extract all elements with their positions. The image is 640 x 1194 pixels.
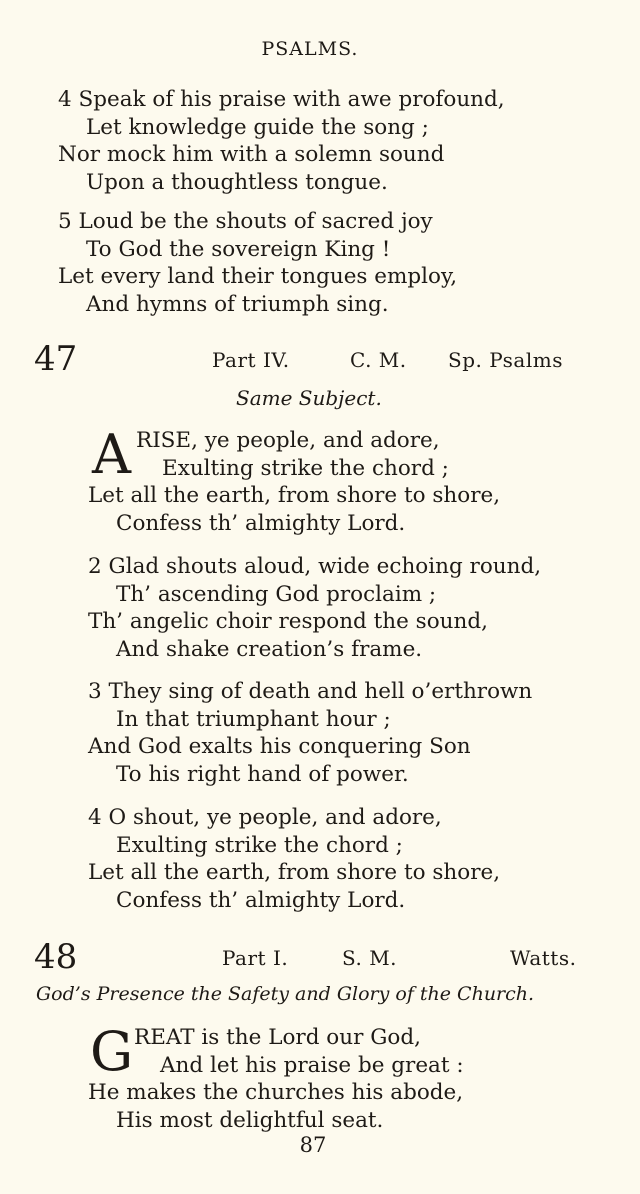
hymn-part: Part IV. <box>212 348 290 372</box>
hymn-number: 47 <box>34 339 78 379</box>
verse-line: To God the sovereign King ! <box>86 236 391 262</box>
verse-line: To his right hand of power. <box>116 761 409 787</box>
hymn-meter: S. M. <box>342 946 398 970</box>
hymn-subject: Same Subject. <box>236 386 382 410</box>
hymn-source: Sp. Psalms <box>448 348 563 372</box>
verse-line: And let his praise be great : <box>160 1052 464 1078</box>
hymn-subject: God’s Presence the Safety and Glory of the Church. <box>36 983 535 1005</box>
verse-line: Exulting strike the chord ; <box>162 455 449 481</box>
verse-line: RISE, ye people, and adore, <box>136 428 440 453</box>
stanza <box>0 553 640 663</box>
verse-line: Exulting strike the chord ; <box>116 832 403 858</box>
stanza <box>0 86 640 196</box>
drop-cap: A <box>92 423 131 486</box>
verse-line: 5 Loud be the shouts of sacred joy <box>58 209 433 234</box>
hymn-meter: C. M. <box>350 348 407 372</box>
verse-line: Th’ ascending God proclaim ; <box>116 581 437 607</box>
verse-line: And hymns of triumph sing. <box>86 291 389 317</box>
stanza <box>0 208 640 318</box>
verse-line: Let all the earth, from shore to shore, <box>88 483 501 508</box>
verse-line: He makes the churches his abode, <box>88 1080 464 1105</box>
verse-line: Let knowledge guide the song ; <box>86 114 429 140</box>
drop-cap: G <box>90 1020 134 1083</box>
verse-line: 4 O shout, ye people, and adore, <box>88 805 442 830</box>
verse-line: 3 They sing of death and hell o’erthrown <box>88 679 533 704</box>
running-head: PSALMS. <box>261 38 359 60</box>
verse-line: Let every land their tongues employ, <box>58 264 458 289</box>
hymn-source: Watts. <box>510 946 577 970</box>
stanza <box>0 423 640 537</box>
page-number: 87 <box>299 1133 327 1157</box>
hymn-number: 48 <box>34 937 78 977</box>
hymn-part: Part I. <box>222 946 289 970</box>
verse-line: Confess th’ almighty Lord. <box>116 887 406 913</box>
verse-line: And God exalts his conquering Son <box>88 734 471 759</box>
verse-line: Upon a thoughtless tongue. <box>86 169 388 195</box>
verse-line: Let all the earth, from shore to shore, <box>88 860 501 885</box>
verse-line: Nor mock him with a solemn sound <box>58 142 445 167</box>
verse-line: In that triumphant hour ; <box>116 706 391 732</box>
verse-line: And shake creation’s frame. <box>116 636 423 662</box>
verse-line: Th’ angelic choir respond the sound, <box>88 609 488 634</box>
verse-line: 4 Speak of his praise with awe profound, <box>58 87 505 112</box>
verse-line: His most delightful seat. <box>116 1107 384 1133</box>
verse-line: Confess th’ almighty Lord. <box>116 510 406 536</box>
stanza <box>0 804 640 914</box>
verse-line: REAT is the Lord our God, <box>134 1025 421 1050</box>
stanza <box>0 1020 640 1134</box>
verse-line: 2 Glad shouts aloud, wide echoing round, <box>88 554 542 579</box>
stanza <box>0 678 640 788</box>
